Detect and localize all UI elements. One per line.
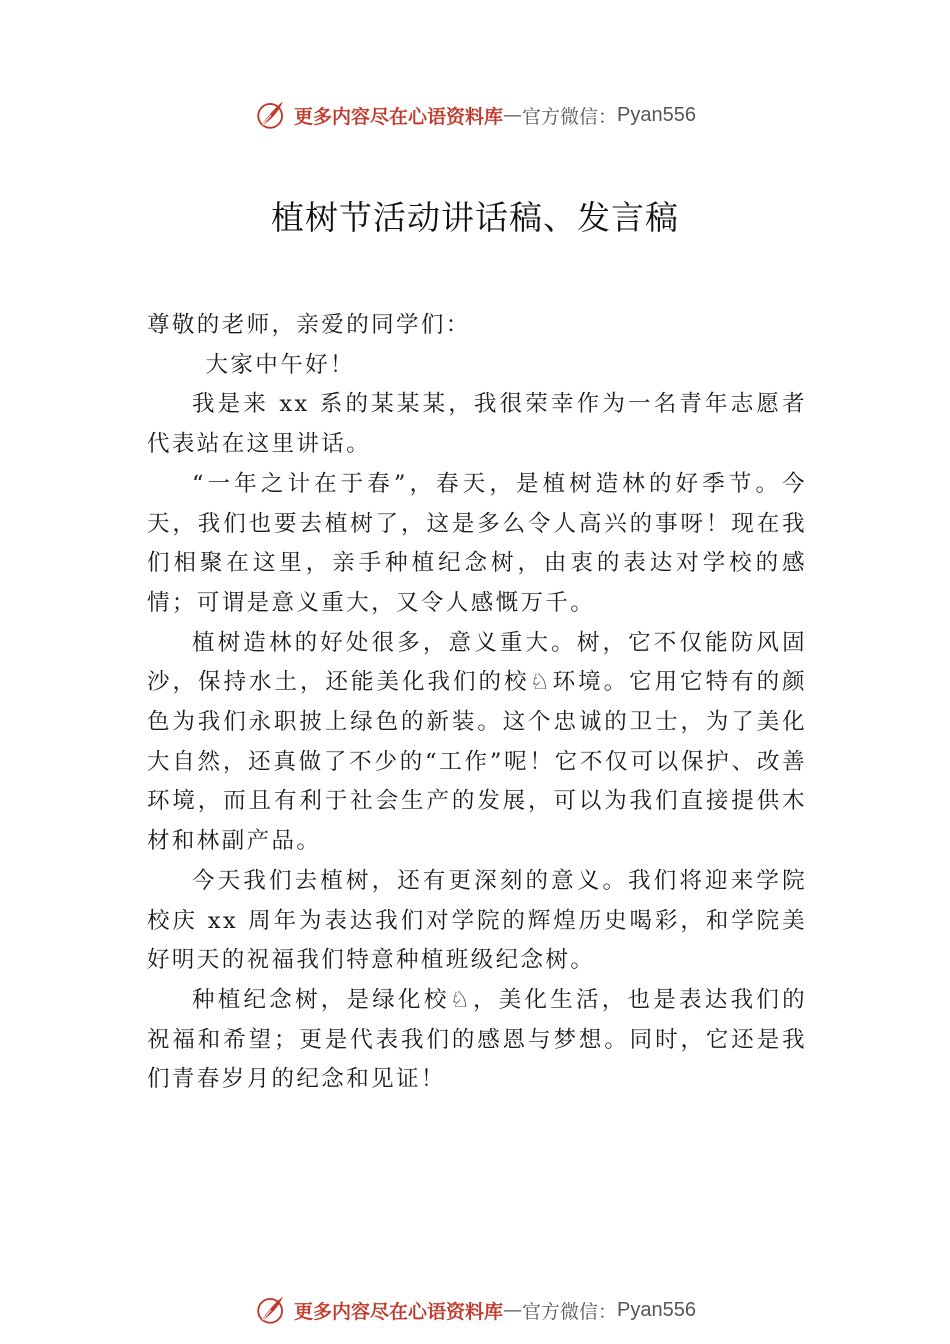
watermark-separator: — [503,1299,523,1321]
document-body [147,306,807,1100]
quill-pen-icon [254,1293,288,1327]
watermark-wechat-id: Pyan556 [617,1298,696,1321]
watermark-wechat-label: 官方微信： [522,105,618,128]
watermark-wechat-label: 官方微信： [522,1300,618,1323]
paragraph: 今天我们去植树，还有更深刻的意义。我们将迎来学院校庆 xx 周年为表达我们对学院的辉煌历史喝彩，和学院美好明天的祝福我们特意种植班级纪念树。 [147,867,807,974]
paragraph: 植树造林的好处很多，意义重大。树，它不仅能防风固沙，保持水土，还能美化我们的校♘环境。它用它特有的颜色为我们永职披上绿色的新装。这个忠诚的卫士，为了美化大自然，还真做了不少的“工作”呢！它不仅可以保护、改善环境，而且有利于社会生产的发展，可以为我们直接提供木材和林副产品。 [147,629,807,855]
watermark-wechat-id: Pyan556 [617,103,696,126]
paragraph: 种植纪念树，是绿化校♘，美化生活，也是表达我们的祝福和希望；更是代表我们的感恩与梦想。同时，它还是我们青春岁月的纪念和见证！ [147,986,807,1093]
paragraph: 我是来 xx 系的某某某，我很荣幸作为一名青年志愿者代表站在这里讲话。 [147,391,807,458]
watermark-brand-text: 更多内容尽在心语资料库 [294,1300,504,1323]
quill-pen-icon [254,98,288,132]
paragraph: “一年之计在于春”，春天，是植树造林的好季节。今天，我们也要去植树了，这是多么令人高兴的事呀！现在我们相聚在这里，亲手种植纪念树，由衷的表达对学校的感情；可谓是意义重大，又令人感慨万千。 [147,470,807,616]
header-watermark [0,95,950,135]
document-title: 植树节活动讲话稿、发言稿 [271,198,679,237]
watermark-brand-text: 更多内容尽在心语资料库 [294,105,504,128]
greeting: 大家中午好！ [205,351,355,378]
watermark-separator: — [503,104,523,126]
salutation: 尊敬的老师，亲爱的同学们： [147,312,471,338]
footer-watermark [0,1290,950,1330]
